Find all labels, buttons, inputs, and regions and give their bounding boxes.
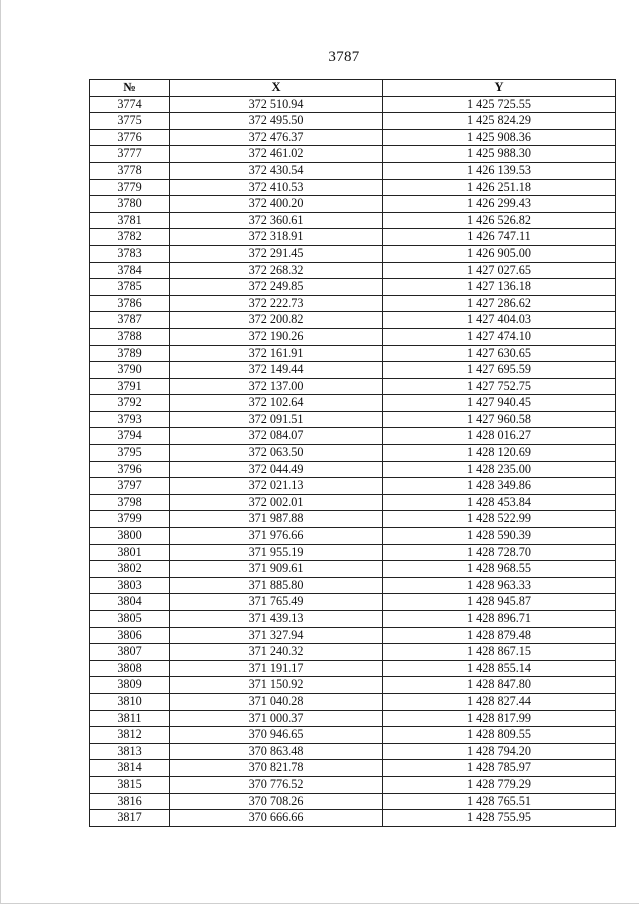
cell-x: 370 946.65 — [170, 727, 383, 744]
table-row — [90, 146, 616, 163]
cell-y: 1 428 968.55 — [383, 561, 616, 578]
cell-x: 371 327.94 — [170, 627, 383, 644]
cell-y: 1 426 905.00 — [383, 245, 616, 262]
cell-x: 372 149.44 — [170, 362, 383, 379]
cell-x: 372 268.32 — [170, 262, 383, 279]
cell-num: 3813 — [90, 743, 170, 760]
cell-y: 1 428 847.80 — [383, 677, 616, 694]
cell-x: 372 410.53 — [170, 179, 383, 196]
table-row — [90, 644, 616, 661]
cell-y: 1 426 251.18 — [383, 179, 616, 196]
cell-x: 371 000.37 — [170, 710, 383, 727]
cell-x: 371 909.61 — [170, 561, 383, 578]
cell-x: 372 476.37 — [170, 129, 383, 146]
table-row — [90, 627, 616, 644]
cell-y: 1 427 695.59 — [383, 362, 616, 379]
table-row — [90, 279, 616, 296]
cell-num: 3776 — [90, 129, 170, 146]
cell-num: 3783 — [90, 245, 170, 262]
cell-num: 3805 — [90, 611, 170, 628]
cell-x: 371 765.49 — [170, 594, 383, 611]
cell-x: 372 360.61 — [170, 212, 383, 229]
cell-y: 1 425 988.30 — [383, 146, 616, 163]
cell-x: 372 002.01 — [170, 494, 383, 511]
table-row — [90, 129, 616, 146]
cell-x: 372 063.50 — [170, 445, 383, 462]
cell-num: 3778 — [90, 162, 170, 179]
table-row — [90, 395, 616, 412]
table-row — [90, 179, 616, 196]
cell-y: 1 427 474.10 — [383, 328, 616, 345]
cell-y: 1 427 404.03 — [383, 312, 616, 329]
table-row — [90, 428, 616, 445]
cell-x: 372 137.00 — [170, 378, 383, 395]
cell-y: 1 428 755.95 — [383, 810, 616, 827]
cell-y: 1 428 896.71 — [383, 611, 616, 628]
table-row — [90, 776, 616, 793]
table-row — [90, 212, 616, 229]
table-row — [90, 544, 616, 561]
cell-num: 3807 — [90, 644, 170, 661]
table-row — [90, 461, 616, 478]
cell-y: 1 428 794.20 — [383, 743, 616, 760]
table-row — [90, 196, 616, 213]
cell-y: 1 428 879.48 — [383, 627, 616, 644]
cell-num: 3796 — [90, 461, 170, 478]
cell-num: 3786 — [90, 295, 170, 312]
table-row — [90, 262, 616, 279]
cell-x: 372 091.51 — [170, 411, 383, 428]
cell-y: 1 428 016.27 — [383, 428, 616, 445]
cell-x: 372 044.49 — [170, 461, 383, 478]
cell-y: 1 428 809.55 — [383, 727, 616, 744]
cell-x: 372 102.64 — [170, 395, 383, 412]
cell-num: 3798 — [90, 494, 170, 511]
cell-y: 1 425 725.55 — [383, 96, 616, 113]
cell-num: 3812 — [90, 727, 170, 744]
cell-num: 3793 — [90, 411, 170, 428]
cell-num: 3799 — [90, 511, 170, 528]
table-row — [90, 511, 616, 528]
cell-x: 372 400.20 — [170, 196, 383, 213]
cell-x: 372 430.54 — [170, 162, 383, 179]
cell-y: 1 428 785.97 — [383, 760, 616, 777]
cell-num: 3780 — [90, 196, 170, 213]
table-row — [90, 245, 616, 262]
cell-y: 1 428 867.15 — [383, 644, 616, 661]
cell-x: 370 708.26 — [170, 793, 383, 810]
cell-num: 3790 — [90, 362, 170, 379]
cell-x: 372 161.91 — [170, 345, 383, 362]
table-row — [90, 96, 616, 113]
table-row — [90, 478, 616, 495]
cell-y: 1 428 765.51 — [383, 793, 616, 810]
cell-num: 3789 — [90, 345, 170, 362]
cell-num: 3804 — [90, 594, 170, 611]
table-row — [90, 378, 616, 395]
table-row — [90, 710, 616, 727]
cell-y: 1 426 139.53 — [383, 162, 616, 179]
cell-x: 372 510.94 — [170, 96, 383, 113]
table-row — [90, 577, 616, 594]
cell-num: 3802 — [90, 561, 170, 578]
cell-x: 372 200.82 — [170, 312, 383, 329]
cell-x: 371 885.80 — [170, 577, 383, 594]
table-row — [90, 162, 616, 179]
table-row — [90, 411, 616, 428]
cell-y: 1 427 286.62 — [383, 295, 616, 312]
cell-y: 1 425 908.36 — [383, 129, 616, 146]
cell-y: 1 426 747.11 — [383, 229, 616, 246]
table-row — [90, 743, 616, 760]
cell-num: 3787 — [90, 312, 170, 329]
table-row — [90, 561, 616, 578]
coordinates-table — [89, 79, 616, 827]
cell-num: 3810 — [90, 693, 170, 710]
table-row — [90, 760, 616, 777]
cell-x: 372 222.73 — [170, 295, 383, 312]
cell-y: 1 428 779.29 — [383, 776, 616, 793]
cell-x: 372 461.02 — [170, 146, 383, 163]
cell-num: 3794 — [90, 428, 170, 445]
table-row — [90, 362, 616, 379]
cell-x: 372 495.50 — [170, 113, 383, 130]
cell-y: 1 428 827.44 — [383, 693, 616, 710]
header-row — [90, 80, 616, 97]
cell-num: 3811 — [90, 710, 170, 727]
cell-num: 3781 — [90, 212, 170, 229]
table-row — [90, 810, 616, 827]
cell-y: 1 426 299.43 — [383, 196, 616, 213]
table-row — [90, 312, 616, 329]
table-row — [90, 594, 616, 611]
cell-x: 370 776.52 — [170, 776, 383, 793]
cell-y: 1 428 855.14 — [383, 660, 616, 677]
cell-num: 3777 — [90, 146, 170, 163]
cell-y: 1 428 522.99 — [383, 511, 616, 528]
table-body — [90, 96, 616, 826]
table-row — [90, 611, 616, 628]
cell-y: 1 426 526.82 — [383, 212, 616, 229]
table-row — [90, 660, 616, 677]
cell-y: 1 428 728.70 — [383, 544, 616, 561]
cell-num: 3782 — [90, 229, 170, 246]
cell-num: 3775 — [90, 113, 170, 130]
cell-num: 3801 — [90, 544, 170, 561]
cell-x: 370 863.48 — [170, 743, 383, 760]
cell-num: 3788 — [90, 328, 170, 345]
cell-x: 371 040.28 — [170, 693, 383, 710]
cell-x: 372 084.07 — [170, 428, 383, 445]
cell-y: 1 427 960.58 — [383, 411, 616, 428]
table-header — [90, 80, 616, 97]
cell-y: 1 428 945.87 — [383, 594, 616, 611]
header-y: Y — [383, 80, 616, 97]
table-row — [90, 295, 616, 312]
cell-num: 3779 — [90, 179, 170, 196]
cell-num: 3814 — [90, 760, 170, 777]
cell-y: 1 428 349.86 — [383, 478, 616, 495]
table-row — [90, 328, 616, 345]
cell-x: 371 150.92 — [170, 677, 383, 694]
cell-y: 1 428 817.99 — [383, 710, 616, 727]
cell-num: 3815 — [90, 776, 170, 793]
table-row — [90, 677, 616, 694]
cell-x: 372 291.45 — [170, 245, 383, 262]
table-row — [90, 113, 616, 130]
cell-x: 370 821.78 — [170, 760, 383, 777]
cell-y: 1 427 136.18 — [383, 279, 616, 296]
cell-num: 3784 — [90, 262, 170, 279]
cell-x: 371 976.66 — [170, 528, 383, 545]
table-row — [90, 229, 616, 246]
table-row — [90, 693, 616, 710]
cell-x: 370 666.66 — [170, 810, 383, 827]
cell-x: 372 190.26 — [170, 328, 383, 345]
cell-num: 3809 — [90, 677, 170, 694]
cell-x: 371 240.32 — [170, 644, 383, 661]
cell-y: 1 427 027.65 — [383, 262, 616, 279]
table-row — [90, 445, 616, 462]
cell-y: 1 428 590.39 — [383, 528, 616, 545]
cell-x: 371 191.17 — [170, 660, 383, 677]
header-num: № — [90, 80, 170, 97]
cell-num: 3774 — [90, 96, 170, 113]
cell-y: 1 427 630.65 — [383, 345, 616, 362]
cell-num: 3797 — [90, 478, 170, 495]
cell-num: 3792 — [90, 395, 170, 412]
header-x: X — [170, 80, 383, 97]
cell-num: 3816 — [90, 793, 170, 810]
cell-num: 3795 — [90, 445, 170, 462]
cell-x: 371 955.19 — [170, 544, 383, 561]
cell-x: 371 439.13 — [170, 611, 383, 628]
cell-num: 3791 — [90, 378, 170, 395]
cell-y: 1 427 752.75 — [383, 378, 616, 395]
cell-num: 3803 — [90, 577, 170, 594]
table-row — [90, 345, 616, 362]
table-row — [90, 793, 616, 810]
cell-x: 372 021.13 — [170, 478, 383, 495]
cell-x: 371 987.88 — [170, 511, 383, 528]
cell-num: 3785 — [90, 279, 170, 296]
cell-num: 3800 — [90, 528, 170, 545]
cell-x: 372 249.85 — [170, 279, 383, 296]
table-row — [90, 727, 616, 744]
cell-y: 1 428 120.69 — [383, 445, 616, 462]
table-row — [90, 494, 616, 511]
cell-num: 3808 — [90, 660, 170, 677]
cell-y: 1 428 963.33 — [383, 577, 616, 594]
cell-num: 3817 — [90, 810, 170, 827]
page-number: 3787 — [328, 49, 360, 65]
table-row — [90, 528, 616, 545]
cell-y: 1 425 824.29 — [383, 113, 616, 130]
cell-y: 1 428 235.00 — [383, 461, 616, 478]
cell-y: 1 427 940.45 — [383, 395, 616, 412]
cell-num: 3806 — [90, 627, 170, 644]
cell-y: 1 428 453.84 — [383, 494, 616, 511]
cell-x: 372 318.91 — [170, 229, 383, 246]
